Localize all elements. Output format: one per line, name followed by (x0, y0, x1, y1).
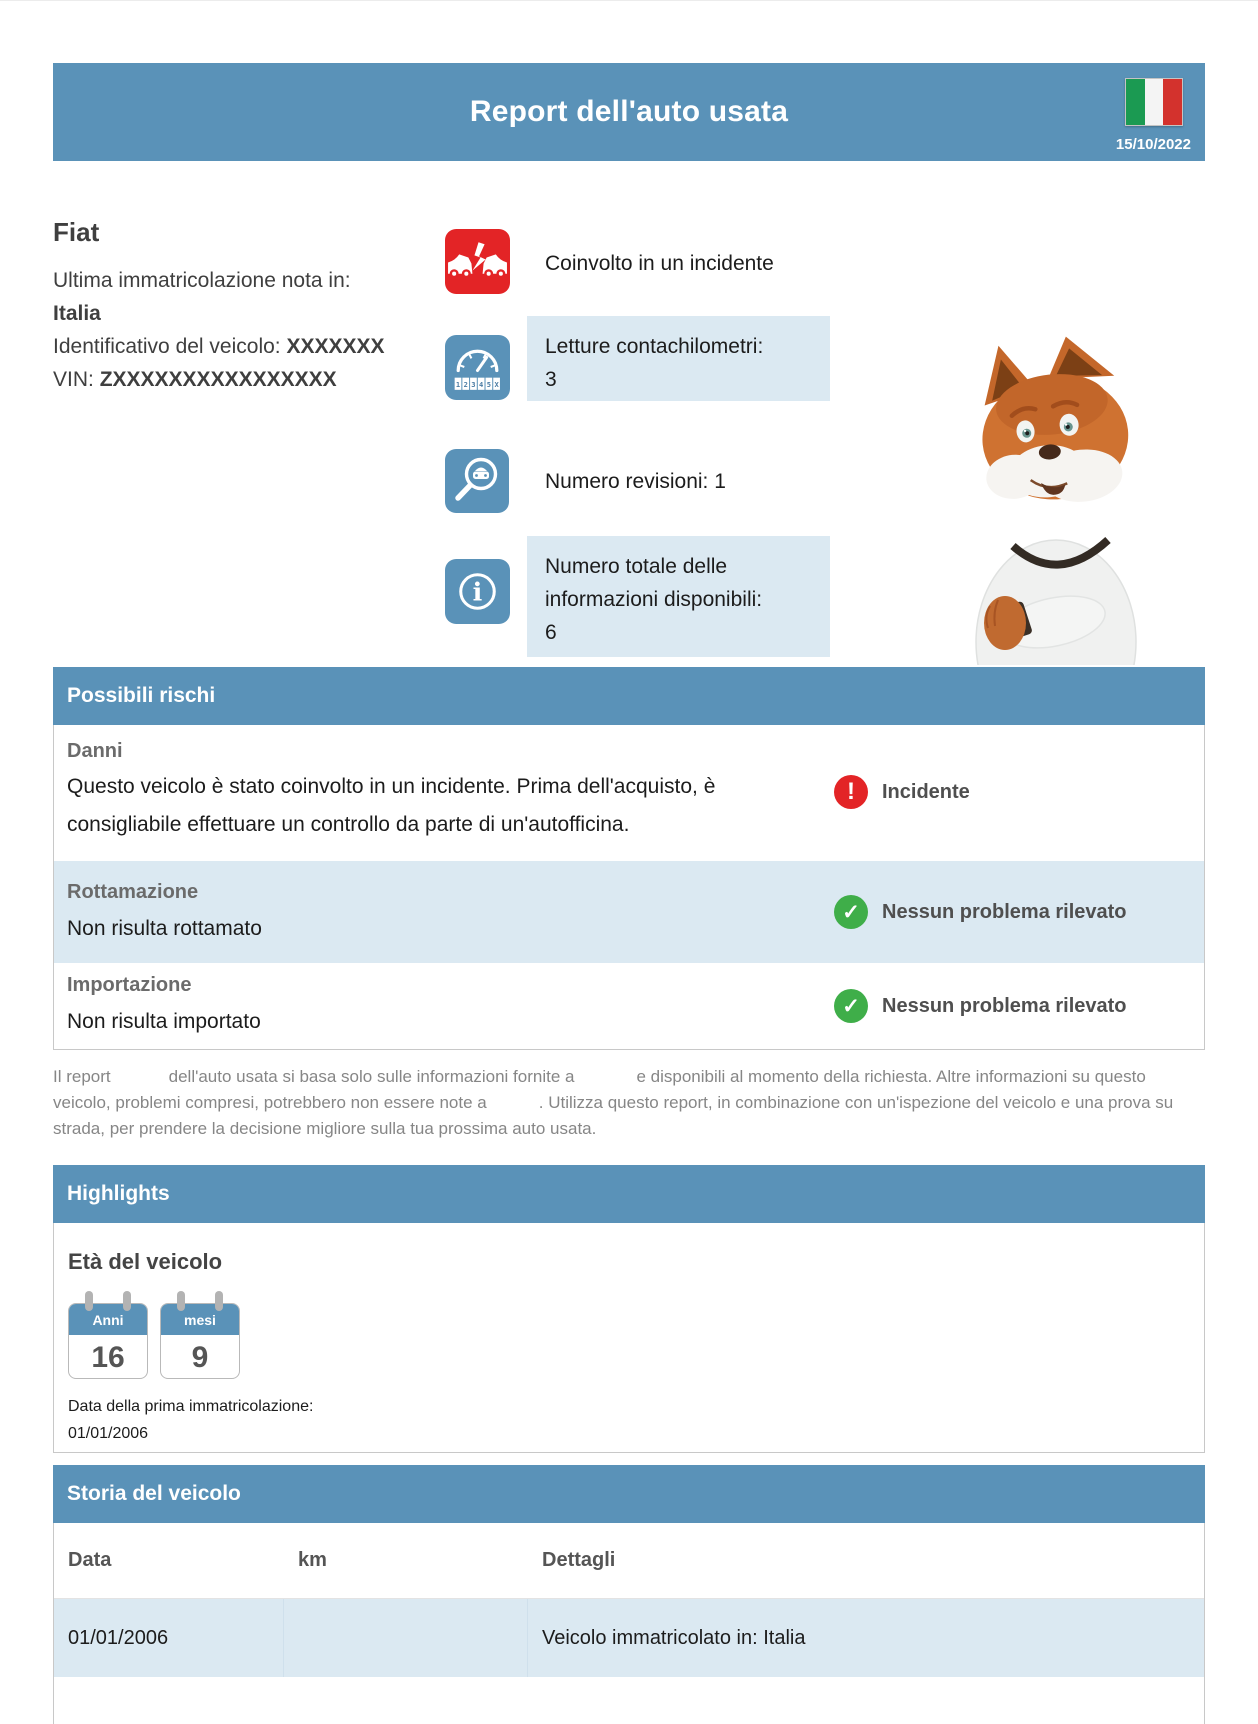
calendar-pin (215, 1291, 223, 1311)
svg-text:1: 1 (455, 379, 461, 389)
vin-value: ZXXXXXXXXXXXXXXXX (99, 368, 337, 391)
calendar-months-label: mesi (161, 1304, 239, 1335)
summary-incident-text: Coinvolto in un incidente (545, 252, 774, 275)
flag-red-stripe (1163, 79, 1182, 125)
ok-check-icon: ✓ (834, 895, 868, 929)
report-date: 15/10/2022 (1115, 136, 1191, 153)
inspection-magnifier-icon (445, 449, 510, 514)
svg-text:i: i (472, 576, 483, 607)
status-label-scrappage: Nessun problema rilevato (882, 900, 1127, 923)
ok-check-icon: ✓ (834, 989, 868, 1023)
history-table-row (54, 1599, 1204, 1677)
highlights-section-title: Highlights (67, 1182, 170, 1205)
status-label-import: Nessun problema rilevato (882, 994, 1127, 1017)
vehicle-age-heading: Età del veicolo (68, 1249, 223, 1274)
svg-text:5: 5 (486, 379, 492, 389)
vehicle-id-line (53, 335, 385, 359)
report-header (53, 63, 1205, 161)
calendar-years-label: Anni (69, 1304, 147, 1335)
summary-total-info-text (545, 550, 830, 649)
svg-text:4: 4 (479, 379, 484, 389)
calendar-months (160, 1303, 240, 1379)
column-header-details: Dettagli (542, 1549, 616, 1571)
status-badge-incident (834, 775, 970, 809)
odometer-readings-label: Letture contachilometri: (545, 335, 764, 358)
history-section-title: Storia del veicolo (67, 1482, 241, 1505)
summary-odometer-text (545, 330, 830, 396)
risk-row-import (54, 963, 1204, 1049)
first-registration-label: Data della prima immatricolazione: (68, 1398, 314, 1415)
history-section (53, 1465, 1205, 1724)
age-calendars (68, 1303, 1204, 1379)
highlights-section-body (53, 1223, 1205, 1453)
vehicle-id-value: XXXXXXX (286, 335, 385, 358)
history-table (53, 1523, 1205, 1724)
svg-text:3: 3 (471, 379, 476, 389)
flag-green-stripe (1126, 79, 1145, 125)
calendar-months-value: 9 (191, 1340, 209, 1374)
calendar-pin (123, 1291, 131, 1311)
calendar-card-years (68, 1303, 148, 1379)
highlights-section-header (53, 1165, 1205, 1223)
vehicle-id-label: Identificativo del veicolo: (53, 335, 281, 358)
risks-section-header (53, 667, 1205, 725)
disclaimer-part4: . Utilizza questo report, in combinazione con un'ispezione del veicolo e una prova su strada, per prendere la decisione migliore sulla tua prossima auto usata. (53, 1093, 1174, 1138)
fox-mascot-image (958, 334, 1170, 665)
vin-line (53, 368, 337, 392)
risk-text-import: Non risulta importato (67, 1010, 261, 1033)
risks-section-title: Possibili rischi (67, 684, 216, 707)
risk-row-scrappage (54, 861, 1204, 963)
history-cell-km (284, 1599, 528, 1677)
total-info-label: Numero totale delle informazioni disponibili: (545, 555, 763, 611)
risk-heading-import: Importazione (67, 974, 192, 996)
vehicle-info (53, 217, 423, 391)
risk-heading-scrappage: Rottamazione (67, 881, 199, 903)
column-header-date: Data (68, 1549, 112, 1571)
status-badge-import (834, 989, 1127, 1023)
vin-label: VIN: (53, 368, 94, 391)
status-badge-scrappage (834, 895, 1127, 929)
italy-flag-icon (1125, 78, 1183, 126)
alert-exclamation-icon: ! (834, 775, 868, 809)
risk-row-damages (54, 725, 1204, 861)
disclaimer-paragraph (53, 1064, 1205, 1142)
history-cell-details: Veicolo immatricolato in: Italia (542, 1626, 806, 1649)
total-info-value: 6 (545, 621, 557, 644)
last-registration-value: Italia (53, 302, 101, 325)
risk-heading-damages: Danni (67, 740, 123, 762)
calendar-years-value: 16 (91, 1340, 125, 1374)
risks-section-body (53, 725, 1205, 1050)
column-header-km: km (298, 1549, 327, 1571)
info-icon (445, 559, 510, 624)
calendar-pin (177, 1291, 185, 1311)
calendar-years (68, 1303, 148, 1379)
vehicle-make: Fiat (53, 217, 100, 247)
summary-inspections-text: Numero revisioni: 1 (545, 470, 726, 493)
disclaimer-part3: e disponibili al momento della richiesta. Altre informazioni su questo veicolo, problemi compresi, potrebbero non essere note a (53, 1067, 1146, 1112)
svg-text:X: X (494, 379, 499, 389)
flag-white-stripe (1145, 79, 1164, 125)
last-registration-label: Ultima immatricolazione nota in: (53, 269, 351, 292)
svg-text:2: 2 (463, 379, 468, 389)
disclaimer-part2: dell'auto usata si basa solo sulle informazioni fornite a (168, 1067, 575, 1086)
first-registration (68, 1393, 1204, 1447)
disclaimer-part1: Il report (53, 1067, 111, 1086)
calendar-pin (85, 1291, 93, 1311)
odometer-readings-value: 3 (545, 368, 557, 391)
history-section-header (53, 1465, 1205, 1523)
car-crash-icon (445, 229, 510, 294)
status-label-incident: Incidente (882, 780, 970, 803)
risk-text-scrappage: Non risulta rottamato (67, 917, 262, 940)
page-title: Report dell'auto usata (469, 95, 789, 128)
first-registration-value: 01/01/2006 (68, 1425, 149, 1442)
risks-section (53, 667, 1205, 1050)
history-table-header (54, 1523, 1204, 1599)
odometer-icon (445, 335, 510, 400)
risk-text-damages: Questo veicolo è stato coinvolto in un incidente. Prima dell'acquisto, è consigliabile effettuare un controllo da parte di un'autofficina. (67, 775, 716, 836)
calendar-card-months (160, 1303, 240, 1379)
highlights-section (53, 1165, 1205, 1453)
history-cell-date: 01/01/2006 (54, 1599, 284, 1677)
